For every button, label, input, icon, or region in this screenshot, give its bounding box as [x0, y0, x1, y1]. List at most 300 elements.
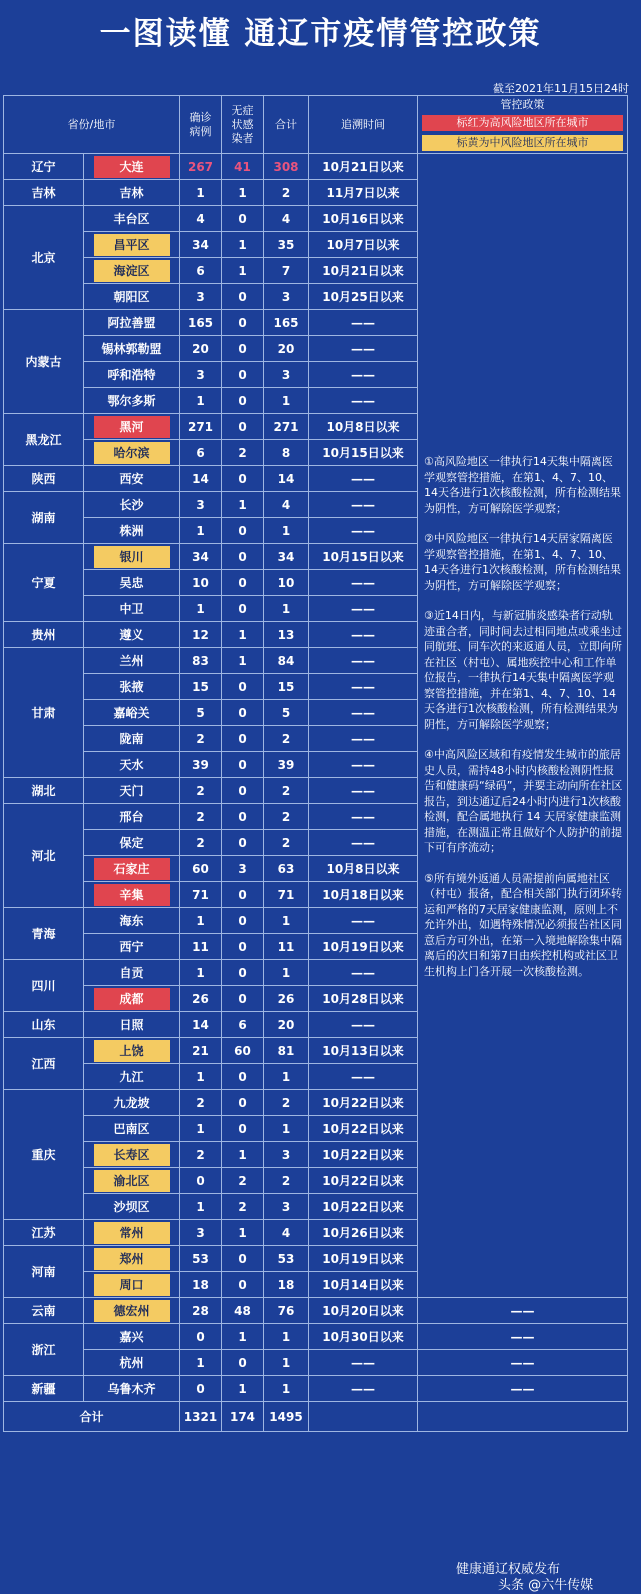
confirmed-cell: 3	[180, 1220, 222, 1246]
city-name: 西安	[119, 471, 144, 486]
policy-item: ④中高风险区域和有疫情发生城市的旅居史人员，需持48小时内核酸检测阴性报告和健康码“绿码”，并要主动向所在社区报告，到达通辽后24小时内进行1次核酸检测，配合属地执行 14 天居家健康监测措施，在测温正常且做好个人防护的前提下可有序流动；	[424, 748, 623, 854]
trace-cell: 10月19日以来	[309, 934, 418, 960]
total-cell: 26	[264, 986, 309, 1012]
city-name: 吴忠	[119, 575, 144, 590]
asym-cell: 6	[222, 1012, 264, 1038]
confirmed-cell: 20	[180, 336, 222, 362]
province-cell: 江苏	[4, 1220, 84, 1246]
city-name: 大连	[94, 156, 170, 178]
confirmed-cell: 6	[180, 258, 222, 284]
total-cell: 271	[264, 414, 309, 440]
city-cell	[84, 544, 180, 570]
total-cell: 1	[264, 1324, 309, 1350]
trace-cell: 10月26日以来	[309, 1220, 418, 1246]
policy-title: 管控政策	[500, 98, 545, 111]
province-cell: 辽宁	[4, 154, 84, 180]
total-cell: 11	[264, 934, 309, 960]
confirmed-cell: 83	[180, 648, 222, 674]
confirmed-cell: 18	[180, 1272, 222, 1298]
total-cell: 1	[264, 1064, 309, 1090]
province-cell: 江西	[4, 1038, 84, 1090]
trace-cell: ——	[309, 362, 418, 388]
asym-cell: 0	[222, 310, 264, 336]
asym-cell: 0	[222, 1116, 264, 1142]
province-cell: 云南	[4, 1298, 84, 1324]
confirmed-cell: 1	[180, 1064, 222, 1090]
city-name: 自贡	[119, 965, 144, 980]
city-name: 石家庄	[94, 858, 170, 880]
confirmed-cell: 1	[180, 908, 222, 934]
legend-medium-risk: 标黄为中风险地区所在城市	[422, 135, 623, 151]
asym-cell: 60	[222, 1038, 264, 1064]
confirmed-cell: 271	[180, 414, 222, 440]
city-name: 保定	[119, 835, 144, 850]
province-cell: 湖北	[4, 778, 84, 804]
total-cell: 1	[264, 518, 309, 544]
asym-cell: 0	[222, 674, 264, 700]
total-cell: 35	[264, 232, 309, 258]
total-cell: 2	[264, 804, 309, 830]
city-name: 德宏州	[94, 1300, 170, 1322]
asym-cell: 0	[222, 778, 264, 804]
city-cell	[84, 830, 180, 856]
asym-cell: 0	[222, 934, 264, 960]
province-cell: 黑龙江	[4, 414, 84, 466]
total-cell: 53	[264, 1246, 309, 1272]
province-cell: 四川	[4, 960, 84, 1012]
city-name: 乌鲁木齐	[107, 1381, 156, 1396]
total-cell: 2	[264, 778, 309, 804]
city-cell	[84, 1038, 180, 1064]
total-cell: 63	[264, 856, 309, 882]
city-cell	[84, 908, 180, 934]
asym-cell: 1	[222, 180, 264, 206]
province-cell: 宁夏	[4, 544, 84, 622]
city-cell	[84, 310, 180, 336]
province-cell: 北京	[4, 206, 84, 310]
asym-cell: 0	[222, 1272, 264, 1298]
asym-cell: 41	[222, 154, 264, 180]
header-trace: 追溯时间	[309, 96, 418, 154]
asym-cell: 1	[222, 648, 264, 674]
total-cell: 1	[264, 388, 309, 414]
total-asym: 174	[222, 1402, 264, 1432]
confirmed-cell: 1	[180, 1350, 222, 1376]
city-name: 吉林	[119, 185, 144, 200]
header-confirmed: 确诊 病例	[180, 96, 222, 154]
province-cell: 贵州	[4, 622, 84, 648]
asym-cell: 0	[222, 1090, 264, 1116]
city-cell	[84, 336, 180, 362]
city-name: 周口	[94, 1274, 170, 1296]
confirmed-cell: 165	[180, 310, 222, 336]
asym-cell: 0	[222, 700, 264, 726]
city-cell	[84, 492, 180, 518]
asym-cell: 0	[222, 882, 264, 908]
trace-cell: 10月15日以来	[309, 440, 418, 466]
confirmed-cell: 5	[180, 700, 222, 726]
confirmed-cell: 0	[180, 1168, 222, 1194]
header-asymptomatic: 无症 状感 染者	[222, 96, 264, 154]
trace-cell: ——	[309, 960, 418, 986]
province-cell: 山东	[4, 1012, 84, 1038]
total-cell: 3	[264, 1194, 309, 1220]
city-name: 嘉峪关	[113, 705, 150, 720]
confirmed-cell: 3	[180, 284, 222, 310]
confirmed-cell: 71	[180, 882, 222, 908]
city-cell	[84, 1324, 180, 1350]
total-cell: 2	[264, 726, 309, 752]
asym-cell: 0	[222, 570, 264, 596]
city-name: 锡林郭勒盟	[101, 341, 162, 356]
total-sum: 1495	[264, 1402, 309, 1432]
asym-cell: 2	[222, 1168, 264, 1194]
trace-cell: ——	[309, 622, 418, 648]
city-cell	[84, 154, 180, 180]
confirmed-cell: 12	[180, 622, 222, 648]
total-cell: 4	[264, 206, 309, 232]
city-cell	[84, 1142, 180, 1168]
city-cell	[84, 1298, 180, 1324]
city-cell	[84, 284, 180, 310]
confirmed-cell: 2	[180, 804, 222, 830]
total-cell: 1	[264, 960, 309, 986]
total-cell: 76	[264, 1298, 309, 1324]
total-cell: 3	[264, 1142, 309, 1168]
confirmed-cell: 15	[180, 674, 222, 700]
total-cell: 39	[264, 752, 309, 778]
asym-cell: 0	[222, 726, 264, 752]
city-cell	[84, 856, 180, 882]
confirmed-cell: 1	[180, 388, 222, 414]
trace-cell: 10月7日以来	[309, 232, 418, 258]
asym-cell: 0	[222, 804, 264, 830]
city-cell	[84, 1194, 180, 1220]
city-cell	[84, 570, 180, 596]
city-name: 上饶	[94, 1040, 170, 1062]
total-cell: 13	[264, 622, 309, 648]
asym-cell: 0	[222, 414, 264, 440]
asym-cell: 0	[222, 362, 264, 388]
city-name: 哈尔滨	[94, 442, 170, 464]
trace-cell: 10月14日以来	[309, 1272, 418, 1298]
city-cell	[84, 700, 180, 726]
asym-cell: 1	[222, 1324, 264, 1350]
asym-cell: 1	[222, 1220, 264, 1246]
city-name: 张掖	[119, 679, 144, 694]
trace-cell: ——	[309, 492, 418, 518]
trace-cell: 10月22日以来	[309, 1168, 418, 1194]
trace-cell: ——	[309, 752, 418, 778]
city-cell	[84, 1090, 180, 1116]
confirmed-cell: 1	[180, 960, 222, 986]
trace-cell: 10月16日以来	[309, 206, 418, 232]
total-cell: 20	[264, 1012, 309, 1038]
asym-cell: 1	[222, 1376, 264, 1402]
city-name: 丰台区	[113, 211, 150, 226]
city-cell	[84, 622, 180, 648]
trace-cell: 10月18日以来	[309, 882, 418, 908]
city-cell	[84, 518, 180, 544]
city-cell	[84, 596, 180, 622]
trace-cell: ——	[309, 518, 418, 544]
total-cell: 81	[264, 1038, 309, 1064]
asym-cell: 0	[222, 986, 264, 1012]
policy-dash-cell: ——	[418, 1376, 628, 1402]
city-name: 鄂尔多斯	[107, 393, 156, 408]
trace-cell: ——	[309, 1064, 418, 1090]
policy-dash-cell: ——	[418, 1324, 628, 1350]
city-name: 黑河	[94, 416, 170, 438]
total-cell: 5	[264, 700, 309, 726]
asym-cell: 0	[222, 1350, 264, 1376]
city-cell	[84, 1350, 180, 1376]
confirmed-cell: 2	[180, 726, 222, 752]
page-title: 一图读懂 通辽市疫情管控政策	[99, 16, 542, 52]
city-cell	[84, 440, 180, 466]
table-row	[4, 1376, 628, 1402]
asym-cell: 0	[222, 1246, 264, 1272]
city-name: 海淀区	[94, 260, 170, 282]
city-name: 长沙	[119, 497, 144, 512]
trace-cell: ——	[309, 908, 418, 934]
confirmed-cell: 0	[180, 1324, 222, 1350]
confirmed-cell: 2	[180, 1142, 222, 1168]
confirmed-cell: 1	[180, 1116, 222, 1142]
trace-cell: 10月22日以来	[309, 1116, 418, 1142]
total-row	[4, 1402, 628, 1432]
confirmed-cell: 267	[180, 154, 222, 180]
city-name: 巴南区	[113, 1121, 150, 1136]
city-name: 成都	[94, 988, 170, 1010]
total-cell: 1	[264, 1350, 309, 1376]
city-cell	[84, 986, 180, 1012]
policy-item: ①高风险地区一律执行14天集中隔离医学观察管控措施，在第1、4、7、10、14天各进行1次核酸检测，所有检测结果为阴性，方可解除医学观察；	[424, 455, 621, 515]
total-cell: 18	[264, 1272, 309, 1298]
city-name: 呼和浩特	[107, 367, 156, 382]
city-name: 阿拉善盟	[107, 315, 156, 330]
total-cell: 2	[264, 1168, 309, 1194]
total-cell: 3	[264, 362, 309, 388]
confirmed-cell: 60	[180, 856, 222, 882]
trace-cell: ——	[309, 700, 418, 726]
confirmed-cell: 6	[180, 440, 222, 466]
province-cell: 甘肃	[4, 648, 84, 778]
trace-cell: ——	[309, 648, 418, 674]
trace-cell: ——	[309, 310, 418, 336]
confirmed-cell: 1	[180, 596, 222, 622]
province-cell: 浙江	[4, 1324, 84, 1376]
confirmed-cell: 11	[180, 934, 222, 960]
city-cell	[84, 466, 180, 492]
trace-cell: 10月25日以来	[309, 284, 418, 310]
asym-cell: 0	[222, 544, 264, 570]
confirmed-cell: 1	[180, 180, 222, 206]
confirmed-cell: 2	[180, 830, 222, 856]
policy-dash-cell: ——	[418, 1350, 628, 1376]
city-name: 陇南	[119, 731, 144, 746]
trace-cell: ——	[309, 1376, 418, 1402]
total-cell: 1	[264, 1376, 309, 1402]
total-cell: 71	[264, 882, 309, 908]
city-name: 银川	[94, 546, 170, 568]
total-cell: 34	[264, 544, 309, 570]
asym-cell: 1	[222, 232, 264, 258]
city-name: 昌平区	[94, 234, 170, 256]
city-name: 遵义	[119, 627, 144, 642]
trace-cell: ——	[309, 674, 418, 700]
province-cell: 青海	[4, 908, 84, 960]
asym-cell: 48	[222, 1298, 264, 1324]
city-cell	[84, 1272, 180, 1298]
province-cell: 陕西	[4, 466, 84, 492]
confirmed-cell: 0	[180, 1376, 222, 1402]
watermark-toutiao: 头条 @六牛传媒	[498, 1578, 594, 1593]
trace-cell: 10月28日以来	[309, 986, 418, 1012]
asym-cell: 2	[222, 1194, 264, 1220]
city-cell	[84, 1246, 180, 1272]
policy-table	[3, 95, 628, 1432]
table-row	[4, 1350, 628, 1376]
city-name: 天水	[119, 757, 144, 772]
total-cell: 10	[264, 570, 309, 596]
city-cell	[84, 934, 180, 960]
province-cell: 内蒙古	[4, 310, 84, 414]
policy-item: ⑤所有境外返通人员需提前向属地社区（村屯）报备，配合相关部门执行闭环转运和严格的7天居家健康监测，原则上不允许外出，如遇特殊情况必须报告社区同意后方可外出，在第一入境地解除集中隔离后的次日和第7日由疾控机构或社区卫生机构上门各开展一次核酸检测。	[424, 871, 622, 978]
asym-cell: 1	[222, 492, 264, 518]
city-name: 中卫	[119, 601, 144, 616]
trace-cell: ——	[309, 1350, 418, 1376]
province-cell: 新疆	[4, 1376, 84, 1402]
total-cell: 2	[264, 180, 309, 206]
province-cell: 吉林	[4, 180, 84, 206]
city-name: 西宁	[119, 939, 144, 954]
city-name: 兰州	[119, 653, 144, 668]
trace-cell: 10月19日以来	[309, 1246, 418, 1272]
city-cell	[84, 804, 180, 830]
city-cell	[84, 960, 180, 986]
city-cell	[84, 362, 180, 388]
table-row	[4, 1324, 628, 1350]
city-cell	[84, 1168, 180, 1194]
total-label: 合计	[4, 1402, 180, 1432]
trace-cell: ——	[309, 388, 418, 414]
trace-cell: ——	[309, 726, 418, 752]
confirmed-cell: 1	[180, 1194, 222, 1220]
policy-item: ③近14日内，与新冠肺炎感染者行动轨迹重合者，同时间去过相同地点或乘坐过同航班、同车次的来返通人员，立即向所在社区（村屯）、属地疾控中心和工作单位报告，一律执行14天集中隔离医学观察管控措施，并在第1、4、7、10、14天各进行1次核酸检测，所有检测结果为阴性，方可解除医学观察；	[424, 609, 622, 731]
city-cell	[84, 648, 180, 674]
trace-cell: 10月22日以来	[309, 1090, 418, 1116]
asym-cell: 0	[222, 518, 264, 544]
total-confirmed: 1321	[180, 1402, 222, 1432]
trace-cell: 10月22日以来	[309, 1142, 418, 1168]
trace-cell: 10月8日以来	[309, 414, 418, 440]
trace-cell: 10月15日以来	[309, 544, 418, 570]
city-name: 天门	[119, 783, 144, 798]
asym-cell: 0	[222, 206, 264, 232]
cutoff-date: 截至2021年11月15日24时	[493, 82, 629, 95]
header-row	[4, 96, 628, 154]
confirmed-cell: 34	[180, 232, 222, 258]
total-cell: 20	[264, 336, 309, 362]
city-cell	[84, 726, 180, 752]
asym-cell: 0	[222, 1064, 264, 1090]
asym-cell: 1	[222, 622, 264, 648]
city-name: 渝北区	[94, 1170, 170, 1192]
province-cell: 重庆	[4, 1090, 84, 1220]
confirmed-cell: 26	[180, 986, 222, 1012]
asym-cell: 0	[222, 596, 264, 622]
policy-dash-cell: ——	[418, 1298, 628, 1324]
city-cell	[84, 206, 180, 232]
table-row	[4, 154, 628, 180]
total-cell: 84	[264, 648, 309, 674]
trace-cell: 10月20日以来	[309, 1298, 418, 1324]
total-cell: 3	[264, 284, 309, 310]
city-cell	[84, 232, 180, 258]
confirmed-cell: 34	[180, 544, 222, 570]
province-cell: 湖南	[4, 492, 84, 544]
trace-cell: ——	[309, 596, 418, 622]
total-cell: 8	[264, 440, 309, 466]
city-name: 海东	[119, 913, 144, 928]
asym-cell: 3	[222, 856, 264, 882]
total-cell: 1	[264, 1116, 309, 1142]
total-cell: 2	[264, 830, 309, 856]
city-cell	[84, 388, 180, 414]
city-cell	[84, 882, 180, 908]
total-policy-empty	[418, 1402, 628, 1432]
total-cell: 1	[264, 908, 309, 934]
confirmed-cell: 1	[180, 518, 222, 544]
trace-cell: ——	[309, 804, 418, 830]
total-cell: 7	[264, 258, 309, 284]
city-name: 沙坝区	[113, 1199, 150, 1214]
confirmed-cell: 53	[180, 1246, 222, 1272]
city-cell	[84, 1376, 180, 1402]
total-cell: 15	[264, 674, 309, 700]
city-cell	[84, 180, 180, 206]
confirmed-cell: 3	[180, 362, 222, 388]
asym-cell: 1	[222, 258, 264, 284]
city-name: 郑州	[94, 1248, 170, 1270]
total-cell: 14	[264, 466, 309, 492]
asym-cell: 0	[222, 466, 264, 492]
city-name: 株洲	[119, 523, 144, 538]
city-name: 邢台	[119, 809, 144, 824]
asym-cell: 2	[222, 440, 264, 466]
trace-cell: ——	[309, 570, 418, 596]
policy-text	[418, 154, 628, 1298]
city-cell	[84, 1012, 180, 1038]
city-cell	[84, 1064, 180, 1090]
asym-cell: 0	[222, 284, 264, 310]
trace-cell: 10月13日以来	[309, 1038, 418, 1064]
total-cell: 165	[264, 310, 309, 336]
trace-cell: 11月7日以来	[309, 180, 418, 206]
header-region: 省份/地市	[4, 96, 180, 154]
confirmed-cell: 2	[180, 1090, 222, 1116]
trace-cell: 10月30日以来	[309, 1324, 418, 1350]
city-name: 九龙坡	[113, 1095, 150, 1110]
confirmed-cell: 14	[180, 1012, 222, 1038]
trace-cell: ——	[309, 830, 418, 856]
trace-cell: ——	[309, 466, 418, 492]
total-cell: 308	[264, 154, 309, 180]
city-cell	[84, 752, 180, 778]
watermark: 健康通辽权威发布	[456, 1562, 561, 1577]
trace-cell: ——	[309, 778, 418, 804]
